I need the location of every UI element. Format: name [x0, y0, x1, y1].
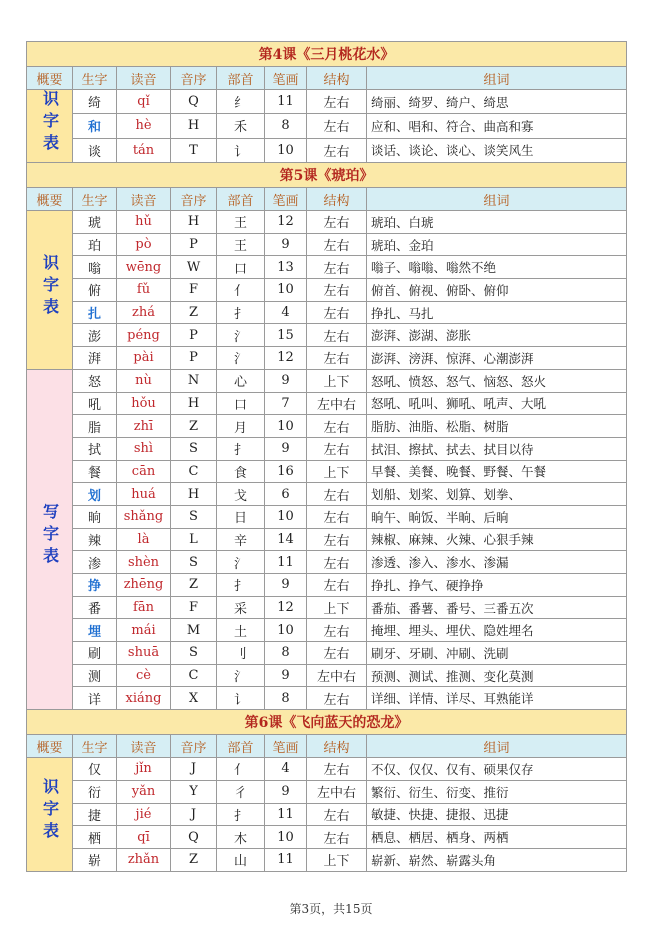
stroke-count-cell: 7 — [265, 392, 307, 415]
letter-order-cell: Q — [171, 90, 217, 114]
letter-order-cell: Z — [171, 415, 217, 438]
table-row — [27, 301, 627, 324]
structure-cell: 左右 — [307, 505, 367, 528]
table-row — [27, 415, 627, 438]
lesson-title-row — [27, 42, 627, 67]
character-cell: 测 — [73, 664, 117, 687]
structure-cell: 左中右 — [307, 780, 367, 803]
stroke-count-cell: 10 — [265, 505, 307, 528]
radical-cell: 食 — [217, 460, 265, 483]
structure-cell: 左右 — [307, 90, 367, 114]
radical-cell: 王 — [217, 211, 265, 234]
column-header: 生字 — [73, 188, 117, 211]
structure-cell: 左右 — [307, 528, 367, 551]
column-header: 部首 — [217, 67, 265, 90]
column-header: 生字 — [73, 67, 117, 90]
word-group-cell: 栖息、栖居、栖身、两栖 — [367, 826, 627, 849]
table-row — [27, 256, 627, 279]
stroke-count-cell: 13 — [265, 256, 307, 279]
word-group-cell: 拭泪、擦拭、拭去、拭目以待 — [367, 437, 627, 460]
page-footer: 第3页，共15页 — [289, 902, 373, 916]
pinyin-cell: zhǎn — [117, 848, 171, 871]
column-header-row — [27, 67, 627, 90]
letter-order-cell: F — [171, 596, 217, 619]
letter-order-cell: Y — [171, 780, 217, 803]
category-cell — [27, 369, 73, 709]
table-row — [27, 758, 627, 781]
stroke-count-cell: 9 — [265, 664, 307, 687]
vocabulary-table — [26, 41, 627, 872]
character-cell: 衍 — [73, 780, 117, 803]
letter-order-cell: S — [171, 505, 217, 528]
stroke-count-cell: 11 — [265, 90, 307, 114]
column-header: 结构 — [307, 67, 367, 90]
radical-cell: 心 — [217, 369, 265, 392]
character-cell: 拭 — [73, 437, 117, 460]
structure-cell: 左右 — [307, 301, 367, 324]
radical-cell: 扌 — [217, 803, 265, 826]
word-group-cell: 渗透、渗入、渗水、渗漏 — [367, 551, 627, 574]
table-row — [27, 279, 627, 302]
letter-order-cell: Z — [171, 848, 217, 871]
letter-order-cell: C — [171, 664, 217, 687]
pinyin-cell: jié — [117, 803, 171, 826]
table-row — [27, 826, 627, 849]
stroke-count-cell: 10 — [265, 279, 307, 302]
word-group-cell: 琥珀、白琥 — [367, 211, 627, 234]
stroke-count-cell: 10 — [265, 138, 307, 162]
table-row — [27, 347, 627, 370]
structure-cell: 左右 — [307, 687, 367, 710]
character-cell: 捷 — [73, 803, 117, 826]
radical-cell: 氵 — [217, 551, 265, 574]
structure-cell: 左右 — [307, 138, 367, 162]
word-group-cell: 崭新、崭然、崭露头角 — [367, 848, 627, 871]
word-group-cell: 敏捷、快捷、捷报、迅捷 — [367, 803, 627, 826]
word-group-cell: 辣椒、麻辣、火辣、心狠手辣 — [367, 528, 627, 551]
letter-order-cell: S — [171, 437, 217, 460]
structure-cell: 左右 — [307, 826, 367, 849]
word-group-cell: 怒吼、愤怒、怒气、恼怒、怒火 — [367, 369, 627, 392]
radical-cell: 讠 — [217, 138, 265, 162]
word-group-cell: 不仅、仅仅、仅有、硕果仅存 — [367, 758, 627, 781]
letter-order-cell: H — [171, 114, 217, 138]
character-cell: 详 — [73, 687, 117, 710]
character-cell: 湃 — [73, 347, 117, 370]
stroke-count-cell: 12 — [265, 347, 307, 370]
stroke-count-cell: 10 — [265, 826, 307, 849]
column-header: 音序 — [171, 188, 217, 211]
structure-cell: 左右 — [307, 574, 367, 597]
letter-order-cell: X — [171, 687, 217, 710]
character-cell: 挣 — [73, 574, 117, 597]
letter-order-cell: M — [171, 619, 217, 642]
table-row — [27, 138, 627, 162]
character-cell: 俯 — [73, 279, 117, 302]
structure-cell: 上下 — [307, 369, 367, 392]
word-group-cell: 番茄、番薯、番号、三番五次 — [367, 596, 627, 619]
structure-cell: 左中右 — [307, 664, 367, 687]
radical-cell: 彳 — [217, 780, 265, 803]
word-group-cell: 详细、详情、详尽、耳熟能详 — [367, 687, 627, 710]
pinyin-cell: wēng — [117, 256, 171, 279]
structure-cell: 左右 — [307, 233, 367, 256]
table-row — [27, 505, 627, 528]
radical-cell: 山 — [217, 848, 265, 871]
column-header-row — [27, 735, 627, 758]
structure-cell: 左右 — [307, 415, 367, 438]
category-label: 识字表 — [40, 90, 60, 156]
column-header: 概要 — [27, 735, 73, 758]
table-row — [27, 596, 627, 619]
character-cell: 绮 — [73, 90, 117, 114]
table-row — [27, 528, 627, 551]
letter-order-cell: C — [171, 460, 217, 483]
pinyin-cell: zhá — [117, 301, 171, 324]
stroke-count-cell: 9 — [265, 233, 307, 256]
structure-cell: 左右 — [307, 758, 367, 781]
stroke-count-cell: 4 — [265, 301, 307, 324]
stroke-count-cell: 11 — [265, 803, 307, 826]
column-header: 概要 — [27, 188, 73, 211]
word-group-cell: 绮丽、绮罗、绮户、绮思 — [367, 90, 627, 114]
character-cell: 珀 — [73, 233, 117, 256]
table-row — [27, 211, 627, 234]
column-header: 组词 — [367, 188, 627, 211]
radical-cell: 纟 — [217, 90, 265, 114]
radical-cell: 扌 — [217, 437, 265, 460]
word-group-cell: 澎湃、滂湃、惊湃、心潮澎湃 — [367, 347, 627, 370]
pinyin-cell: huá — [117, 483, 171, 506]
structure-cell: 左右 — [307, 642, 367, 665]
character-cell: 吼 — [73, 392, 117, 415]
stroke-count-cell: 10 — [265, 415, 307, 438]
table-row — [27, 460, 627, 483]
radical-cell: 辛 — [217, 528, 265, 551]
letter-order-cell: H — [171, 483, 217, 506]
structure-cell: 左右 — [307, 803, 367, 826]
pinyin-cell: cè — [117, 664, 171, 687]
word-group-cell: 划船、划桨、划算、划拳、 — [367, 483, 627, 506]
pinyin-cell: hè — [117, 114, 171, 138]
pinyin-cell: hǒu — [117, 392, 171, 415]
column-header: 笔画 — [265, 67, 307, 90]
letter-order-cell: L — [171, 528, 217, 551]
pinyin-cell: qǐ — [117, 90, 171, 114]
word-group-cell: 脂肪、油脂、松脂、树脂 — [367, 415, 627, 438]
character-cell: 嗡 — [73, 256, 117, 279]
letter-order-cell: P — [171, 347, 217, 370]
letter-order-cell: N — [171, 369, 217, 392]
table-row — [27, 780, 627, 803]
letter-order-cell: Z — [171, 301, 217, 324]
lesson-title-row — [27, 163, 627, 188]
letter-order-cell: Q — [171, 826, 217, 849]
lesson-title-row — [27, 710, 627, 735]
stroke-count-cell: 8 — [265, 687, 307, 710]
table-row — [27, 664, 627, 687]
letter-order-cell: J — [171, 803, 217, 826]
structure-cell: 上下 — [307, 596, 367, 619]
column-header: 组词 — [367, 67, 627, 90]
word-group-cell: 应和、唱和、符合、曲高和寡 — [367, 114, 627, 138]
stroke-count-cell: 12 — [265, 211, 307, 234]
stroke-count-cell: 10 — [265, 619, 307, 642]
word-group-cell: 琥珀、金珀 — [367, 233, 627, 256]
stroke-count-cell: 14 — [265, 528, 307, 551]
word-group-cell: 嗡子、嗡嗡、嗡然不绝 — [367, 256, 627, 279]
word-group-cell: 谈话、谈论、谈心、谈笑风生 — [367, 138, 627, 162]
pinyin-cell: hǔ — [117, 211, 171, 234]
column-header: 笔画 — [265, 735, 307, 758]
column-header: 笔画 — [265, 188, 307, 211]
word-group-cell: 繁衍、衍生、衍变、推衍 — [367, 780, 627, 803]
word-group-cell: 澎湃、澎湖、澎胀 — [367, 324, 627, 347]
letter-order-cell: S — [171, 642, 217, 665]
stroke-count-cell: 8 — [265, 114, 307, 138]
stroke-count-cell: 9 — [265, 369, 307, 392]
pinyin-cell: shǎng — [117, 505, 171, 528]
radical-cell: 扌 — [217, 301, 265, 324]
word-group-cell: 挣扎、马扎 — [367, 301, 627, 324]
structure-cell: 上下 — [307, 848, 367, 871]
pinyin-cell: jǐn — [117, 758, 171, 781]
table-row — [27, 687, 627, 710]
structure-cell: 上下 — [307, 460, 367, 483]
column-header: 部首 — [217, 735, 265, 758]
stroke-count-cell: 6 — [265, 483, 307, 506]
pinyin-cell: shuā — [117, 642, 171, 665]
word-group-cell: 挣扎、挣气、硬挣挣 — [367, 574, 627, 597]
radical-cell: 王 — [217, 233, 265, 256]
structure-cell: 左右 — [307, 211, 367, 234]
word-group-cell: 早餐、美餐、晚餐、野餐、午餐 — [367, 460, 627, 483]
stroke-count-cell: 8 — [265, 642, 307, 665]
column-header: 生字 — [73, 735, 117, 758]
pinyin-cell: fān — [117, 596, 171, 619]
column-header: 组词 — [367, 735, 627, 758]
structure-cell: 左右 — [307, 619, 367, 642]
letter-order-cell: T — [171, 138, 217, 162]
structure-cell: 左右 — [307, 551, 367, 574]
table-row — [27, 114, 627, 138]
structure-cell: 左右 — [307, 483, 367, 506]
pinyin-cell: yǎn — [117, 780, 171, 803]
pinyin-cell: shì — [117, 437, 171, 460]
column-header-row — [27, 188, 627, 211]
table-row — [27, 574, 627, 597]
letter-order-cell: P — [171, 233, 217, 256]
character-cell: 澎 — [73, 324, 117, 347]
pinyin-cell: là — [117, 528, 171, 551]
pinyin-cell: péng — [117, 324, 171, 347]
word-group-cell: 怒吼、吼叫、狮吼、吼声、大吼 — [367, 392, 627, 415]
word-group-cell: 掩埋、埋头、埋伏、隐姓埋名 — [367, 619, 627, 642]
pinyin-cell: qī — [117, 826, 171, 849]
stroke-count-cell: 4 — [265, 758, 307, 781]
structure-cell: 左右 — [307, 347, 367, 370]
pinyin-cell: zhī — [117, 415, 171, 438]
letter-order-cell: J — [171, 758, 217, 781]
letter-order-cell: F — [171, 279, 217, 302]
stroke-count-cell: 16 — [265, 460, 307, 483]
character-cell: 埋 — [73, 619, 117, 642]
table-row — [27, 233, 627, 256]
radical-cell: 氵 — [217, 324, 265, 347]
category-cell — [27, 758, 73, 871]
category-label: 识字表 — [40, 253, 60, 320]
table-row — [27, 803, 627, 826]
word-group-cell: 晌午、晌饭、半晌、后晌 — [367, 505, 627, 528]
table-row — [27, 392, 627, 415]
pinyin-cell: pài — [117, 347, 171, 370]
table-row — [27, 619, 627, 642]
structure-cell: 左右 — [307, 256, 367, 279]
radical-cell: 讠 — [217, 687, 265, 710]
stroke-count-cell: 11 — [265, 551, 307, 574]
pinyin-cell: cān — [117, 460, 171, 483]
character-cell: 扎 — [73, 301, 117, 324]
category-label: 识字表 — [40, 778, 60, 845]
character-cell: 晌 — [73, 505, 117, 528]
character-cell: 谈 — [73, 138, 117, 162]
letter-order-cell: H — [171, 392, 217, 415]
column-header: 音序 — [171, 735, 217, 758]
character-cell: 辣 — [73, 528, 117, 551]
structure-cell: 左右 — [307, 279, 367, 302]
pinyin-cell: tán — [117, 138, 171, 162]
letter-order-cell: W — [171, 256, 217, 279]
table-row — [27, 90, 627, 114]
radical-cell: 月 — [217, 415, 265, 438]
radical-cell: 亻 — [217, 758, 265, 781]
stroke-count-cell: 15 — [265, 324, 307, 347]
pinyin-cell: xiáng — [117, 687, 171, 710]
table-row — [27, 642, 627, 665]
character-cell: 番 — [73, 596, 117, 619]
character-cell: 刷 — [73, 642, 117, 665]
character-cell: 渗 — [73, 551, 117, 574]
structure-cell: 左右 — [307, 437, 367, 460]
character-cell: 琥 — [73, 211, 117, 234]
column-header: 音序 — [171, 67, 217, 90]
character-cell: 怒 — [73, 369, 117, 392]
radical-cell: 土 — [217, 619, 265, 642]
word-group-cell: 预测、测试、推测、变化莫测 — [367, 664, 627, 687]
table-row — [27, 324, 627, 347]
radical-cell: 木 — [217, 826, 265, 849]
word-group-cell: 刷牙、牙刷、冲刷、洗刷 — [367, 642, 627, 665]
radical-cell: 戈 — [217, 483, 265, 506]
stroke-count-cell: 9 — [265, 780, 307, 803]
character-cell: 仅 — [73, 758, 117, 781]
structure-cell: 左中右 — [307, 392, 367, 415]
stroke-count-cell: 11 — [265, 848, 307, 871]
letter-order-cell: S — [171, 551, 217, 574]
radical-cell: 口 — [217, 392, 265, 415]
structure-cell: 左右 — [307, 114, 367, 138]
stroke-count-cell: 9 — [265, 437, 307, 460]
radical-cell: 扌 — [217, 574, 265, 597]
table-row — [27, 483, 627, 506]
letter-order-cell: Z — [171, 574, 217, 597]
vocabulary-sheet — [26, 41, 626, 872]
character-cell: 餐 — [73, 460, 117, 483]
pinyin-cell: pò — [117, 233, 171, 256]
table-row — [27, 848, 627, 871]
structure-cell: 左右 — [307, 324, 367, 347]
column-header: 结构 — [307, 188, 367, 211]
character-cell: 脂 — [73, 415, 117, 438]
pinyin-cell: nù — [117, 369, 171, 392]
table-row — [27, 437, 627, 460]
lesson-title: 第6课《飞向蓝天的恐龙》 — [27, 710, 627, 735]
pinyin-cell: mái — [117, 619, 171, 642]
word-group-cell: 俯首、俯视、俯卧、俯仰 — [367, 279, 627, 302]
column-header: 读音 — [117, 735, 171, 758]
pinyin-cell: zhēng — [117, 574, 171, 597]
table-row — [27, 551, 627, 574]
stroke-count-cell: 9 — [265, 574, 307, 597]
radical-cell: 口 — [217, 256, 265, 279]
table-row — [27, 369, 627, 392]
letter-order-cell: H — [171, 211, 217, 234]
category-cell — [27, 90, 73, 163]
column-header: 读音 — [117, 188, 171, 211]
lesson-title: 第5课《琥珀》 — [27, 163, 627, 188]
radical-cell: 禾 — [217, 114, 265, 138]
character-cell: 和 — [73, 114, 117, 138]
column-header: 部首 — [217, 188, 265, 211]
radical-cell: 氵 — [217, 347, 265, 370]
column-header: 读音 — [117, 67, 171, 90]
category-label: 写字表 — [40, 503, 60, 570]
radical-cell: 氵 — [217, 664, 265, 687]
pinyin-cell: fǔ — [117, 279, 171, 302]
letter-order-cell: P — [171, 324, 217, 347]
column-header: 结构 — [307, 735, 367, 758]
category-cell — [27, 211, 73, 370]
character-cell: 栖 — [73, 826, 117, 849]
lesson-title: 第4课《三月桃花水》 — [27, 42, 627, 67]
stroke-count-cell: 12 — [265, 596, 307, 619]
character-cell: 崭 — [73, 848, 117, 871]
radical-cell: 刂 — [217, 642, 265, 665]
radical-cell: 亻 — [217, 279, 265, 302]
character-cell: 划 — [73, 483, 117, 506]
pinyin-cell: shèn — [117, 551, 171, 574]
column-header: 概要 — [27, 67, 73, 90]
radical-cell: 日 — [217, 505, 265, 528]
radical-cell: 采 — [217, 596, 265, 619]
